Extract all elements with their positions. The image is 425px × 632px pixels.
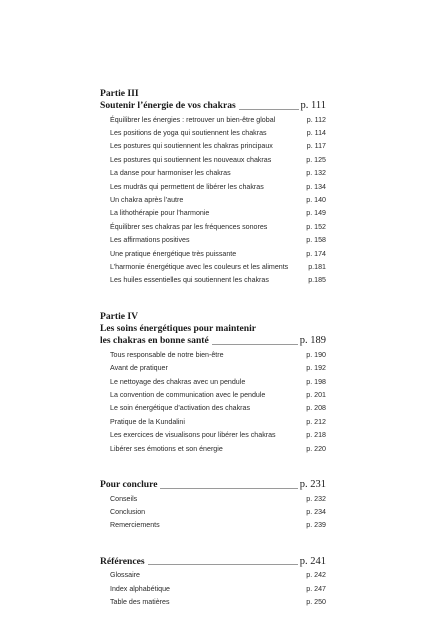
entry-page: p.181 [308, 262, 326, 271]
entry-page: p. 232 [306, 494, 326, 503]
entry-page: p. 198 [306, 377, 326, 386]
toc-entry[interactable] [100, 349, 326, 362]
section-page: p. 111 [300, 100, 326, 111]
entry-page: p. 208 [306, 404, 326, 413]
entry-title: Conseils [110, 494, 138, 503]
entry-page: p.185 [308, 276, 326, 285]
entry-page: p. 117 [306, 142, 326, 151]
toc-entry[interactable] [100, 569, 326, 582]
entry-list [100, 349, 326, 456]
section-title-line-1[interactable]: Les soins énergétiques pour maintenir [100, 322, 256, 334]
toc-entry[interactable] [100, 140, 326, 153]
entry-title: Les huiles essentielles qui soutiennent les chakras [110, 276, 269, 285]
entry-title: Avant de pratiquer [110, 364, 168, 373]
entry-page: p. 149 [306, 209, 326, 218]
toc-entry[interactable] [100, 519, 326, 532]
entry-title: Les postures qui soutiennent les nouveaux chakras [110, 155, 272, 164]
entry-title: Index alphabétique [110, 584, 170, 593]
entry-title: Les affirmations positives [110, 236, 190, 245]
entry-page: p. 125 [306, 155, 326, 164]
toc-entry[interactable] [100, 389, 326, 402]
toc-entry[interactable] [100, 506, 326, 519]
table-of-contents [100, 88, 326, 632]
toc-entry[interactable] [100, 221, 326, 234]
entry-title: La convention de communication avec le pendule [110, 391, 266, 399]
entry-page: p. 158 [306, 236, 326, 245]
section-title: Références [100, 555, 145, 567]
leader-line [148, 564, 298, 565]
toc-entry[interactable] [100, 248, 326, 261]
toc-entry[interactable] [100, 194, 326, 207]
toc-entry[interactable] [100, 234, 326, 247]
entry-page: p. 239 [306, 521, 326, 530]
entry-page: p. 250 [306, 598, 326, 607]
entry-title: Les mudrās qui permettent de libérer les chakras [110, 182, 264, 191]
part-label: Partie III [100, 88, 139, 99]
toc-entry[interactable] [100, 127, 326, 140]
entry-page: p. 132 [306, 169, 326, 178]
entry-title: Libérer ses émotions et son énergie [110, 444, 223, 453]
entry-page: p. 220 [306, 444, 326, 453]
entry-list [100, 493, 326, 533]
entry-page: p. 190 [306, 350, 326, 359]
toc-entry[interactable] [100, 154, 326, 167]
toc-references [100, 556, 326, 610]
section-heading[interactable] [100, 556, 326, 569]
toc-entry[interactable] [100, 376, 326, 389]
section-title: Pour conclure [100, 479, 158, 491]
toc-entry[interactable] [100, 596, 326, 609]
toc-conclusion [100, 479, 326, 533]
entry-title: Les positions de yoga qui soutiennent les chakras [110, 128, 267, 137]
toc-entry[interactable] [100, 274, 326, 287]
toc-entry[interactable] [100, 416, 326, 429]
leader-line [160, 488, 297, 489]
section-page: p. 189 [299, 335, 326, 347]
entry-title: Équilibrer les énergies : retrouver un bien-être global [110, 115, 276, 124]
toc-entry[interactable] [100, 443, 326, 456]
entry-page: p. 140 [306, 195, 326, 204]
entry-title: Table des matières [110, 598, 170, 607]
entry-page: p. 112 [306, 115, 326, 124]
toc-entry[interactable] [100, 167, 326, 180]
entry-title: L’harmonie énergétique avec les couleurs et les aliments [110, 262, 289, 271]
toc-entry[interactable] [100, 362, 326, 375]
entry-title: Un chakra après l’autre [110, 195, 184, 204]
entry-page: p. 201 [306, 391, 326, 399]
section-page: p. 231 [299, 479, 326, 491]
toc-entry[interactable] [100, 493, 326, 506]
entry-title: La lithothérapie pour l’harmonie [110, 209, 210, 218]
entry-title: Conclusion [110, 507, 146, 516]
entry-page: p. 174 [306, 249, 326, 258]
entry-title: Les exercices de visualisons pour libérer les chakras [110, 431, 276, 440]
entry-title: Glossaire [110, 571, 140, 580]
entry-title: Équilibrer ses chakras par les fréquences sonores [110, 222, 268, 231]
entry-title: Remerciements [110, 521, 160, 530]
section-page: p. 241 [299, 555, 326, 567]
section-heading[interactable] [100, 479, 326, 492]
part-label: Partie IV [100, 310, 139, 322]
toc-part-4 [100, 311, 326, 456]
entry-list [100, 114, 326, 288]
entry-page: p. 218 [306, 431, 326, 440]
entry-page: p. 152 [306, 222, 326, 231]
leader-line [239, 109, 299, 110]
toc-entry[interactable] [100, 261, 326, 274]
toc-part-3 [100, 88, 326, 288]
entry-list [100, 569, 326, 609]
section-heading[interactable] [100, 335, 326, 348]
entry-title: Le nettoyage des chakras avec un pendule [110, 377, 246, 386]
toc-entry[interactable] [100, 207, 326, 220]
entry-title: Pratique de la Kundalini [110, 417, 185, 426]
entry-page: p. 247 [306, 584, 326, 593]
section-title-line-2: les chakras en bonne santé [100, 335, 209, 347]
toc-entry[interactable] [100, 429, 326, 442]
entry-title: Tous responsable de notre bien-être [110, 350, 224, 359]
section-title: Soutenir l’énergie de vos chakras [100, 100, 236, 111]
entry-page: p. 212 [306, 417, 326, 426]
toc-entry[interactable] [100, 583, 326, 596]
entry-page: p. 242 [306, 571, 326, 580]
toc-entry[interactable] [100, 181, 326, 194]
toc-entry[interactable] [100, 114, 326, 127]
entry-page: p. 134 [306, 182, 326, 191]
entry-title: Le soin énergétique d’activation des chakras [110, 404, 250, 413]
entry-title: La danse pour harmoniser les chakras [110, 169, 231, 178]
entry-title: Les postures qui soutiennent les chakras principaux [110, 142, 273, 151]
leader-line [212, 344, 298, 345]
entry-page: p. 192 [306, 364, 326, 373]
entry-page: p. 114 [306, 128, 326, 137]
section-heading[interactable] [100, 100, 326, 113]
entry-page: p. 234 [306, 507, 326, 516]
entry-title: Une pratique énergétique très puissante [110, 249, 237, 258]
toc-entry[interactable] [100, 402, 326, 415]
